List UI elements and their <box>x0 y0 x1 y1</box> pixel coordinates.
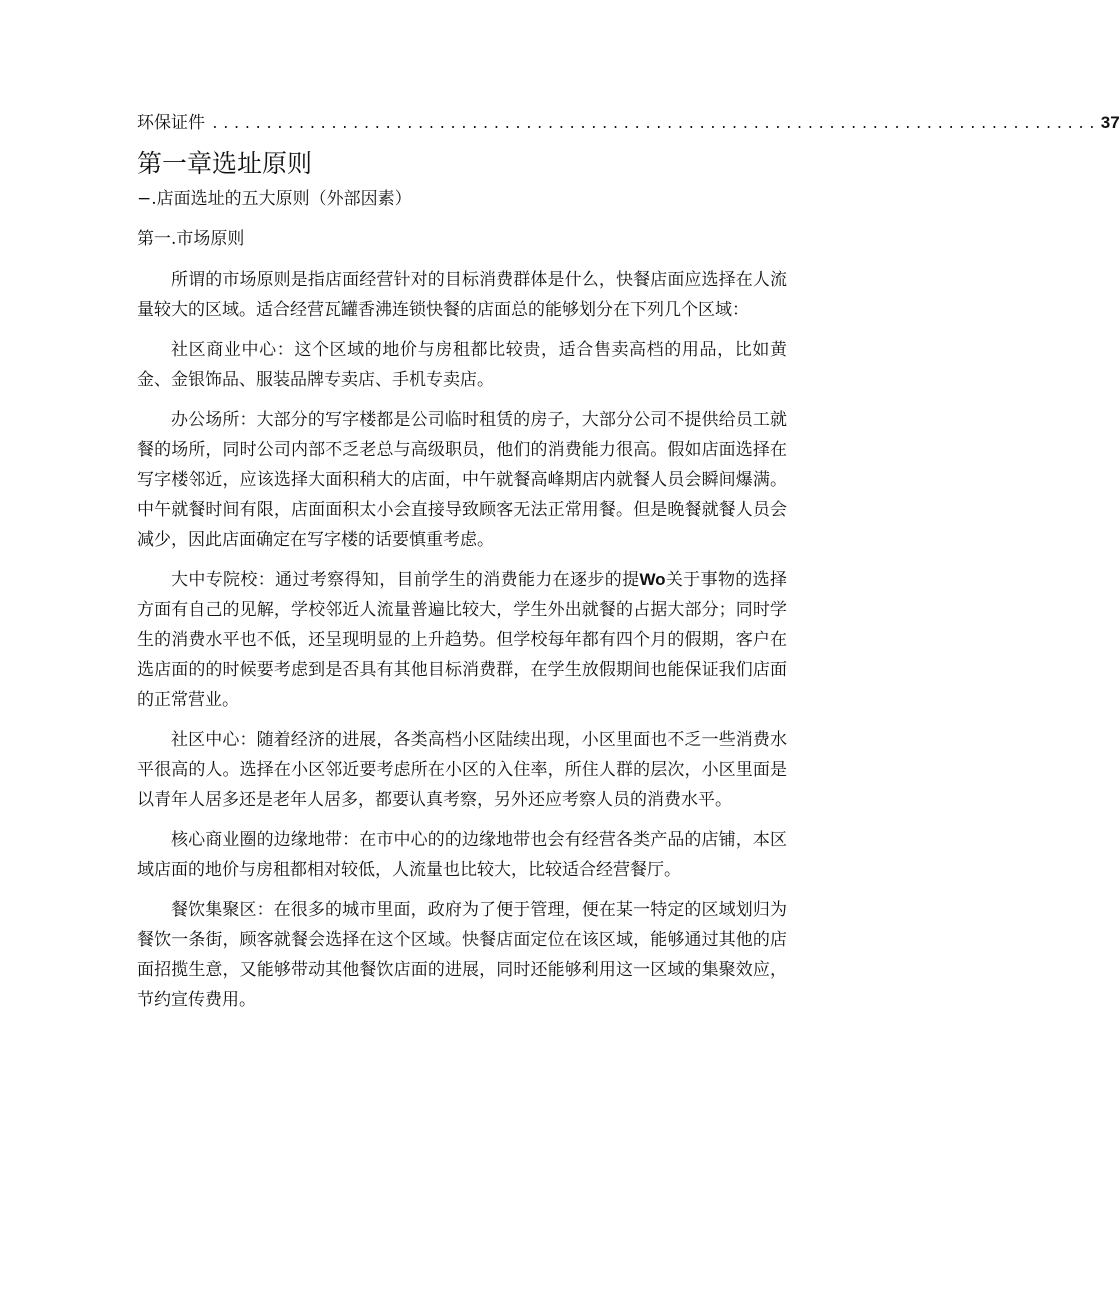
paragraph-office-area: 办公场所：大部分的写字楼都是公司临时租赁的房子，大部分公司不提供给员工就餐的场所，同时公司内部不乏老总与高级职员，他们的消费能力很高。假如店面选择在写字楼邻近，应该选择大面积稍大的店面，中午就餐高峰期店内就餐人员会瞬间爆满。中午就餐时间有限，店面面积太小会直接导致顾客无法正常用餐。但是晚餐就餐人员会减少，因此店面确定在写字楼的话要慎重考虑。 <box>137 410 787 550</box>
paragraph-market-principle: 所谓的市场原则是指店面经营针对的目标消费群体是什么，快餐店面应选择在人流量较大的区域。适合经营瓦罐香沸连锁快餐的店面总的能够划分在下列几个区域： <box>137 270 787 320</box>
toc-entry[interactable] <box>137 108 1120 140</box>
subsection-title: 第一.市场原则 <box>137 229 245 249</box>
toc-leader-dots: .................................................................................. <box>211 117 1099 132</box>
paragraph-colleges <box>137 565 787 715</box>
document-page <box>137 108 1120 1025</box>
paragraph-community-center: 社区中心：随着经济的进展，各类高档小区陆续出现，小区里面也不乏一些消费水平很高的人。选择在小区邻近要考虑所在小区的入住率，所住人群的层次，小区里面是以青年人居多还是老年人居多，都要认真考察，另外还应考察人员的消费水平。 <box>137 730 787 810</box>
paragraph-colleges-part1: 大中专院校：通过考察得知，目前学生的消费能力在逐步的提 <box>171 570 640 590</box>
paragraph-business-district-edge: 核心商业圈的边缘地带：在市中心的的边缘地带也会有经营各类产品的店铺，本区域店面的地价与房租都相对较低，人流量也比较大，比较适合经营餐厅。 <box>137 830 787 880</box>
paragraph-food-cluster: 餐饮集聚区：在很多的城市里面，政府为了便于管理，便在某一特定的区域划归为餐饮一条街，顾客就餐会选择在这个区域。快餐店面定位在该区域，能够通过其他的店面招揽生意，又能够带动其他餐饮店面的进展，同时还能够利用这一区域的集聚效应，节约宣传费用。 <box>137 900 787 1010</box>
paragraph-community-business-center: 社区商业中心：这个区域的地价与房租都比较贵，适合售卖高档的用品，比如黄金、金银饰品、服装品牌专卖店、手机专卖店。 <box>137 340 787 390</box>
section-title: −.店面选址的五大原则（外部因素） <box>137 189 412 209</box>
toc-entry-text: 环保证件 <box>137 113 205 133</box>
paragraph-colleges-latin: Wo <box>639 570 666 589</box>
paragraph-colleges-part2: 关于事物的选择方面有自己的见解，学校邻近人流量普遍比较大，学生外出就餐的占据大部分；同时学生的消费水平也不低，还呈现明显的上升趋势。但学校每年都有四个月的假期，客户在选店面的的时候要考虑到是否具有其他目标消费群，在学生放假期间也能保证我们店面的正常营业。 <box>137 570 788 710</box>
toc-page-number: 37 <box>1100 113 1120 132</box>
chapter-title: 第一章选址原则 <box>137 149 313 178</box>
